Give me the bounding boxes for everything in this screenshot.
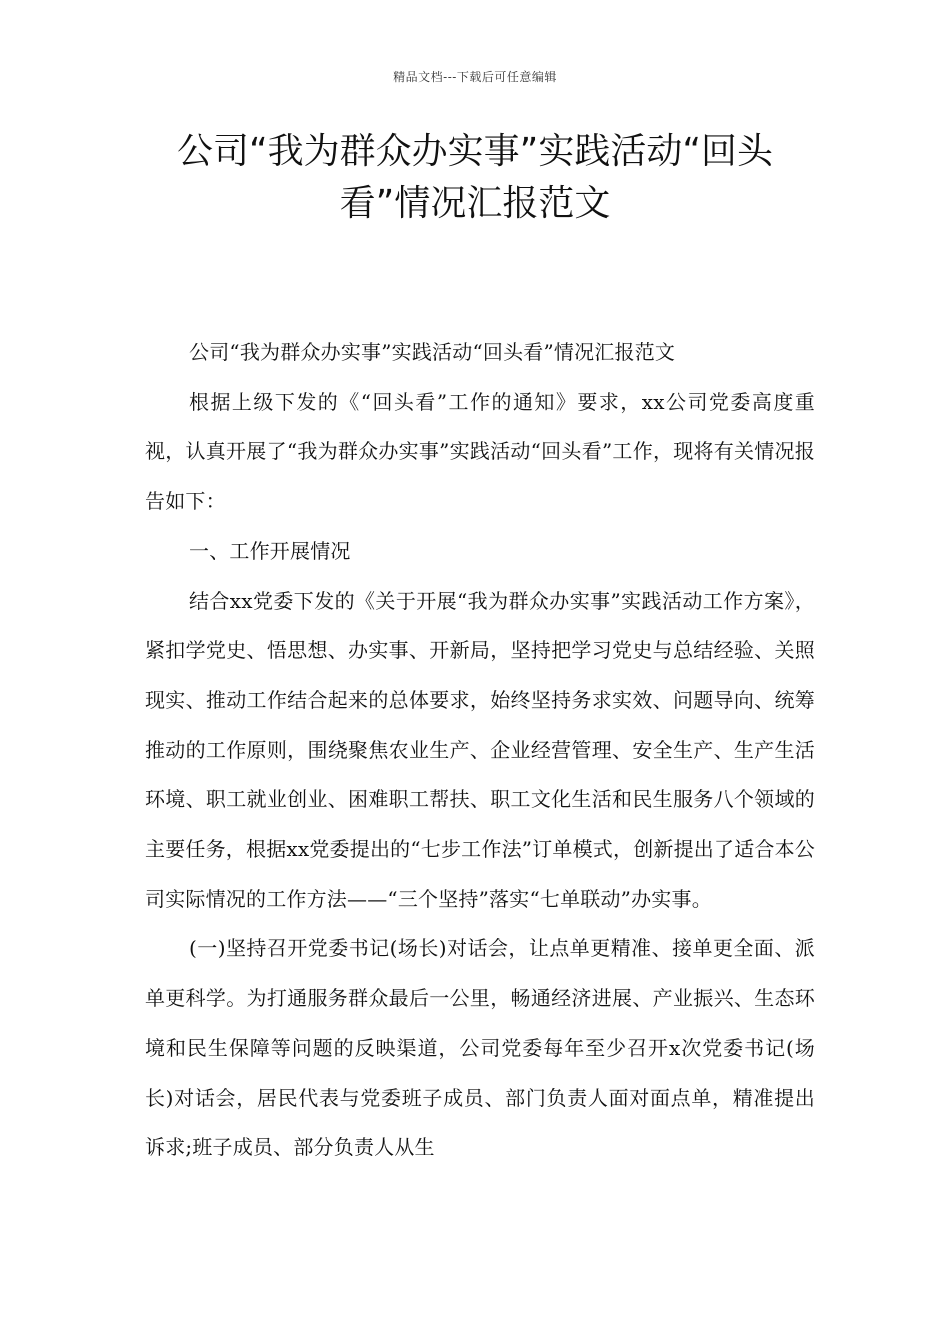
section-heading: 一、工作开展情况 <box>189 538 351 563</box>
paragraph-repeat-title: 公司“我为群众办实事”实践活动“回头看”情况汇报范文 <box>189 340 676 364</box>
paragraph-intro: 根据上级下发的《“回头看”工作的通知》要求，xx公司党委高度重视，认真开展了“我为群众办实事”实践活动“回头看”工作，现将有关情况报告如下： <box>145 389 815 514</box>
header-note: 精品文档---下载后可任意编辑 <box>393 70 557 84</box>
document-title: 公司“我为群众办实事”实践活动“回头看”情况汇报范文 <box>177 131 773 224</box>
paragraph-work-overview: 结合xx党委下发的《关于开展“我为群众办实事”实践活动工作方案》，紧扣学党史、悟思想、办实事、开新局，坚持把学习党史与总结经验、关照现实、推动工作结合起来的总体要求，始终坚持务求实效、问题导向、统筹推动的工作原则，围绕聚焦农业生产、企业经营管理、安全生产、生产生活环境、职工就业创业、困难职工帮扶、职工文化生活和民生服务八个领域的主要任务，根据xx党委提出的“七步工作法”订单模式，创新提出了适合本公司实际情况的工作方法——“三个坚持”落实“七单联动”办实事。 <box>145 588 816 911</box>
document-body <box>145 328 815 1173</box>
paragraph-point-one: (一)坚持召开党委书记(场长)对话会，让点单更精准、接单更全面、派单更科学。为打通服务群众最后一公里，畅通经济进展、产业振兴、生态环境和民生保障等问题的反映渠道，公司党委每年至少召开x次党委书记(场长)对话会，居民代表与党委班子成员、部门负责人面对面点单，精准提出诉求;班子成员、部分负责人从生 <box>145 936 815 1160</box>
